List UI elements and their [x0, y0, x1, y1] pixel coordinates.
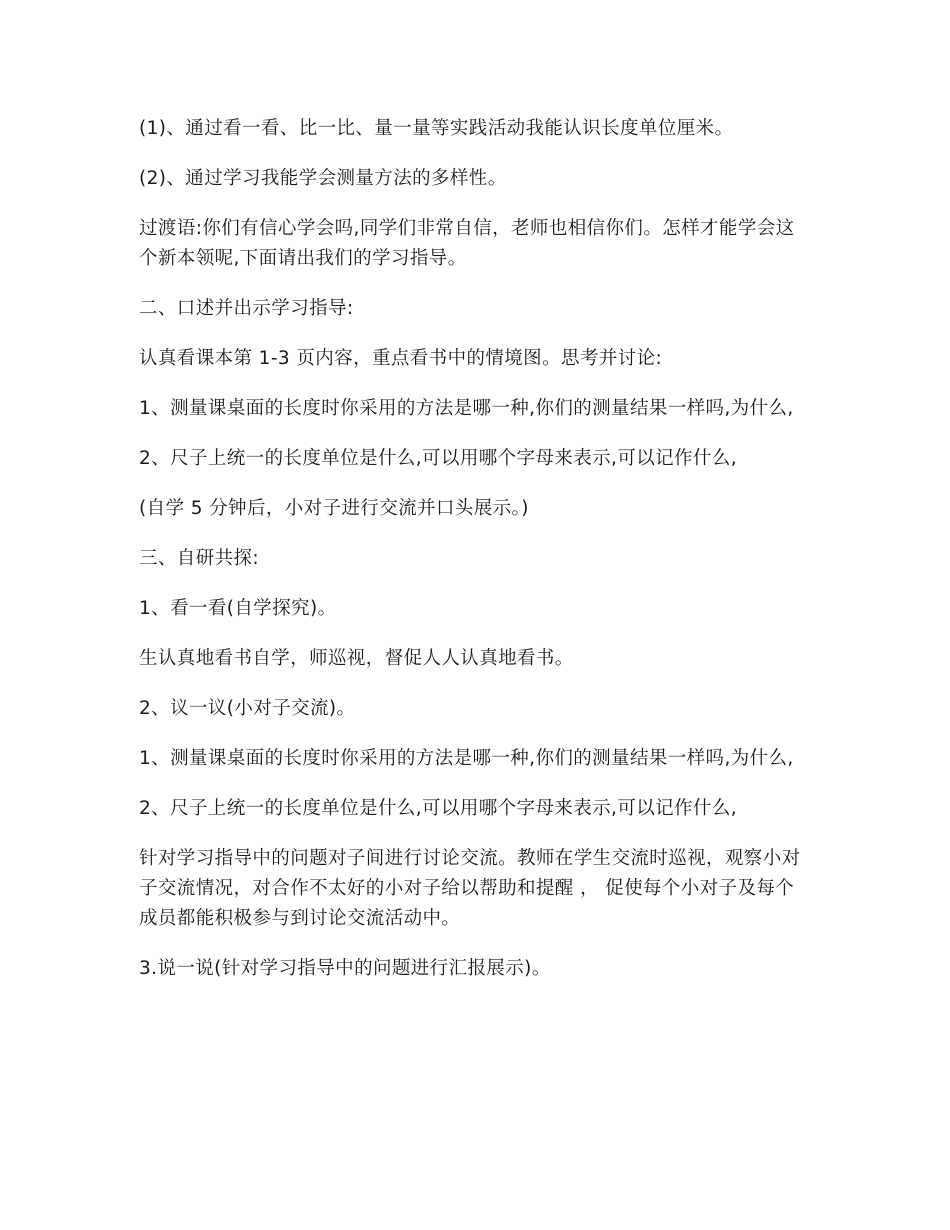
- paragraph-reading-guide: 认真看课本第 1-3 页内容，重点看书中的情境图。思考并讨论:: [139, 348, 663, 369]
- paragraph-transition: 过渡语:你们有信心学会吗,同学们非常自信，老师也相信你们。怎样才能学会这个新本领呢,下面请出我们的学习指导。: [139, 218, 795, 269]
- document-page: [139, 114, 811, 1004]
- paragraph-self-study-note: (自学 5 分钟后，小对子进行交流并口头展示。): [139, 498, 529, 519]
- question-1-repeat: 1、测量课桌面的长度时你采用的方法是哪一种,你们的测量结果一样吗,为什么,: [139, 748, 794, 769]
- question-1: 1、测量课桌面的长度时你采用的方法是哪一种,你们的测量结果一样吗,为什么,: [139, 398, 794, 419]
- question-2: 2、尺子上统一的长度单位是什么,可以用哪个字母来表示,可以记作什么,: [139, 448, 738, 469]
- question-2-repeat: 2、尺子上统一的长度单位是什么,可以用哪个字母来表示,可以记作什么,: [139, 798, 738, 819]
- section-heading-3: 三、自研共探:: [139, 548, 260, 569]
- section-heading-2: 二、口述并出示学习指导:: [139, 298, 354, 319]
- paragraph-discussion: 针对学习指导中的问题对子间进行讨论交流。教师在学生交流时巡视，观察小对子交流情况，对合作不太好的小对子给以帮助和提醒 ， 促使每个小对子及每个成员都能积极参与到讨论交流活动中。: [139, 848, 801, 929]
- step-report: 3.说一说(针对学习指导中的问题进行汇报展示)。: [139, 958, 551, 979]
- paragraph-objective-1: (1)、通过看一看、比一比、量一量等实践活动我能认识长度单位厘米。: [139, 118, 734, 139]
- paragraph-student-reading: 生认真地看书自学，师巡视，督促人人认真地看书。: [139, 648, 574, 669]
- paragraph-objective-2: (2)、通过学习我能学会测量方法的多样性。: [139, 168, 507, 189]
- step-discuss: 2、议一议(小对子交流)。: [139, 698, 356, 719]
- step-look: 1、看一看(自学探究)。: [139, 598, 337, 619]
